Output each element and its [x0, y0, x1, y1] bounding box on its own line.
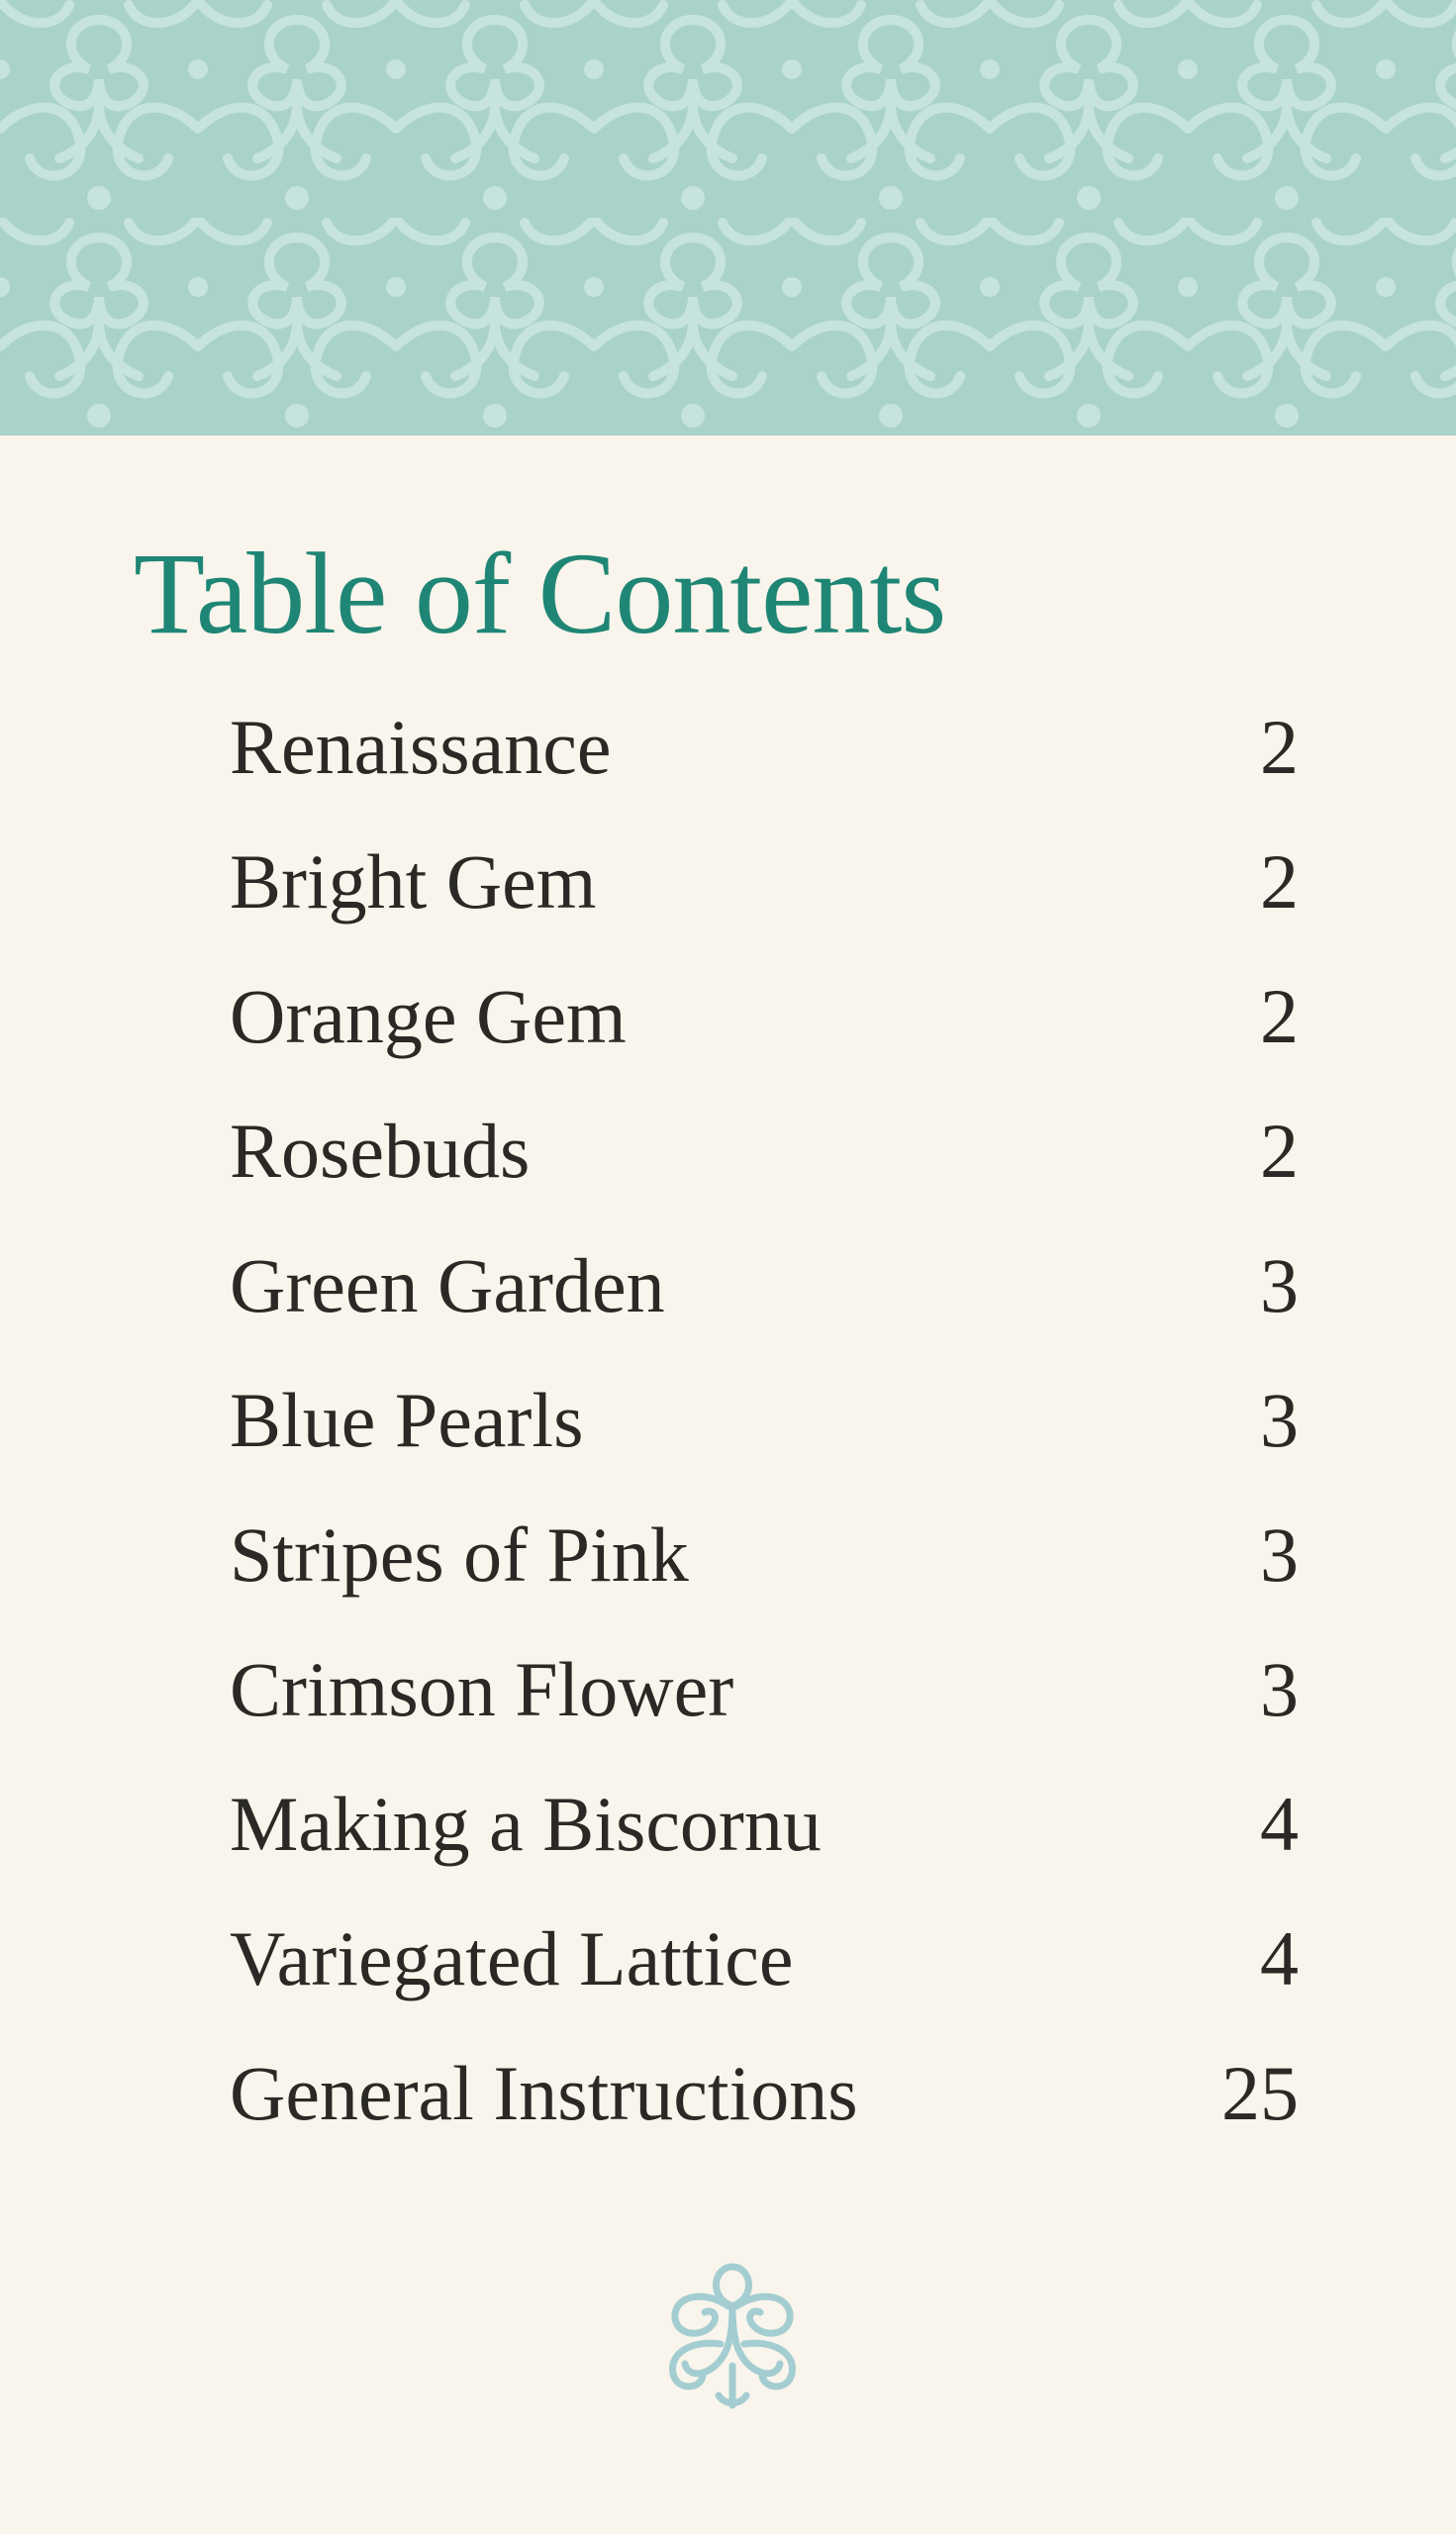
toc-item-page: 2: [1260, 838, 1299, 925]
toc-item-page: 2: [1260, 973, 1299, 1059]
toc-item[interactable]: [230, 1770, 1299, 1904]
toc-item-page: 3: [1260, 1646, 1299, 1732]
toc-item[interactable]: [230, 1366, 1299, 1501]
toc-item-page: 4: [1260, 1781, 1299, 1867]
toc-item-label: Blue Pearls: [230, 1377, 584, 1463]
toc-item[interactable]: [230, 828, 1299, 962]
floral-damask-pattern-icon: [0, 0, 1456, 436]
toc-item-label: Orange Gem: [230, 973, 627, 1059]
toc-item-page: 2: [1260, 1108, 1299, 1194]
toc-item-page: 3: [1260, 1377, 1299, 1463]
toc-item-label: Making a Biscornu: [230, 1781, 822, 1867]
toc-item[interactable]: [230, 693, 1299, 828]
toc-item[interactable]: [230, 1635, 1299, 1770]
toc-item-label: Renaissance: [230, 704, 612, 790]
toc-item-label: Crimson Flower: [230, 1646, 734, 1732]
toc-item-label: Variegated Lattice: [230, 1915, 794, 2001]
toc-item-label: General Instructions: [230, 2050, 858, 2136]
toc-item[interactable]: [230, 1904, 1299, 2039]
toc-item-page: 4: [1260, 1915, 1299, 2001]
toc-list: [230, 693, 1299, 2174]
toc-item[interactable]: [230, 1097, 1299, 1231]
page-title: Table of Contents: [134, 529, 946, 658]
toc-item-label: Green Garden: [230, 1242, 665, 1328]
header-banner: [0, 0, 1456, 436]
toc-item-page: 25: [1221, 2050, 1299, 2136]
toc-item-label: Bright Gem: [230, 838, 597, 925]
toc-item-label: Rosebuds: [230, 1108, 531, 1194]
toc-item[interactable]: [230, 2039, 1299, 2174]
toc-item-page: 3: [1260, 1511, 1299, 1598]
toc-item[interactable]: [230, 1231, 1299, 1366]
fleur-ornament-icon: [633, 2257, 831, 2415]
toc-item[interactable]: [230, 1501, 1299, 1635]
toc-item-page: 3: [1260, 1242, 1299, 1328]
toc-item-label: Stripes of Pink: [230, 1511, 689, 1598]
toc-item-page: 2: [1260, 704, 1299, 790]
toc-item[interactable]: [230, 962, 1299, 1097]
